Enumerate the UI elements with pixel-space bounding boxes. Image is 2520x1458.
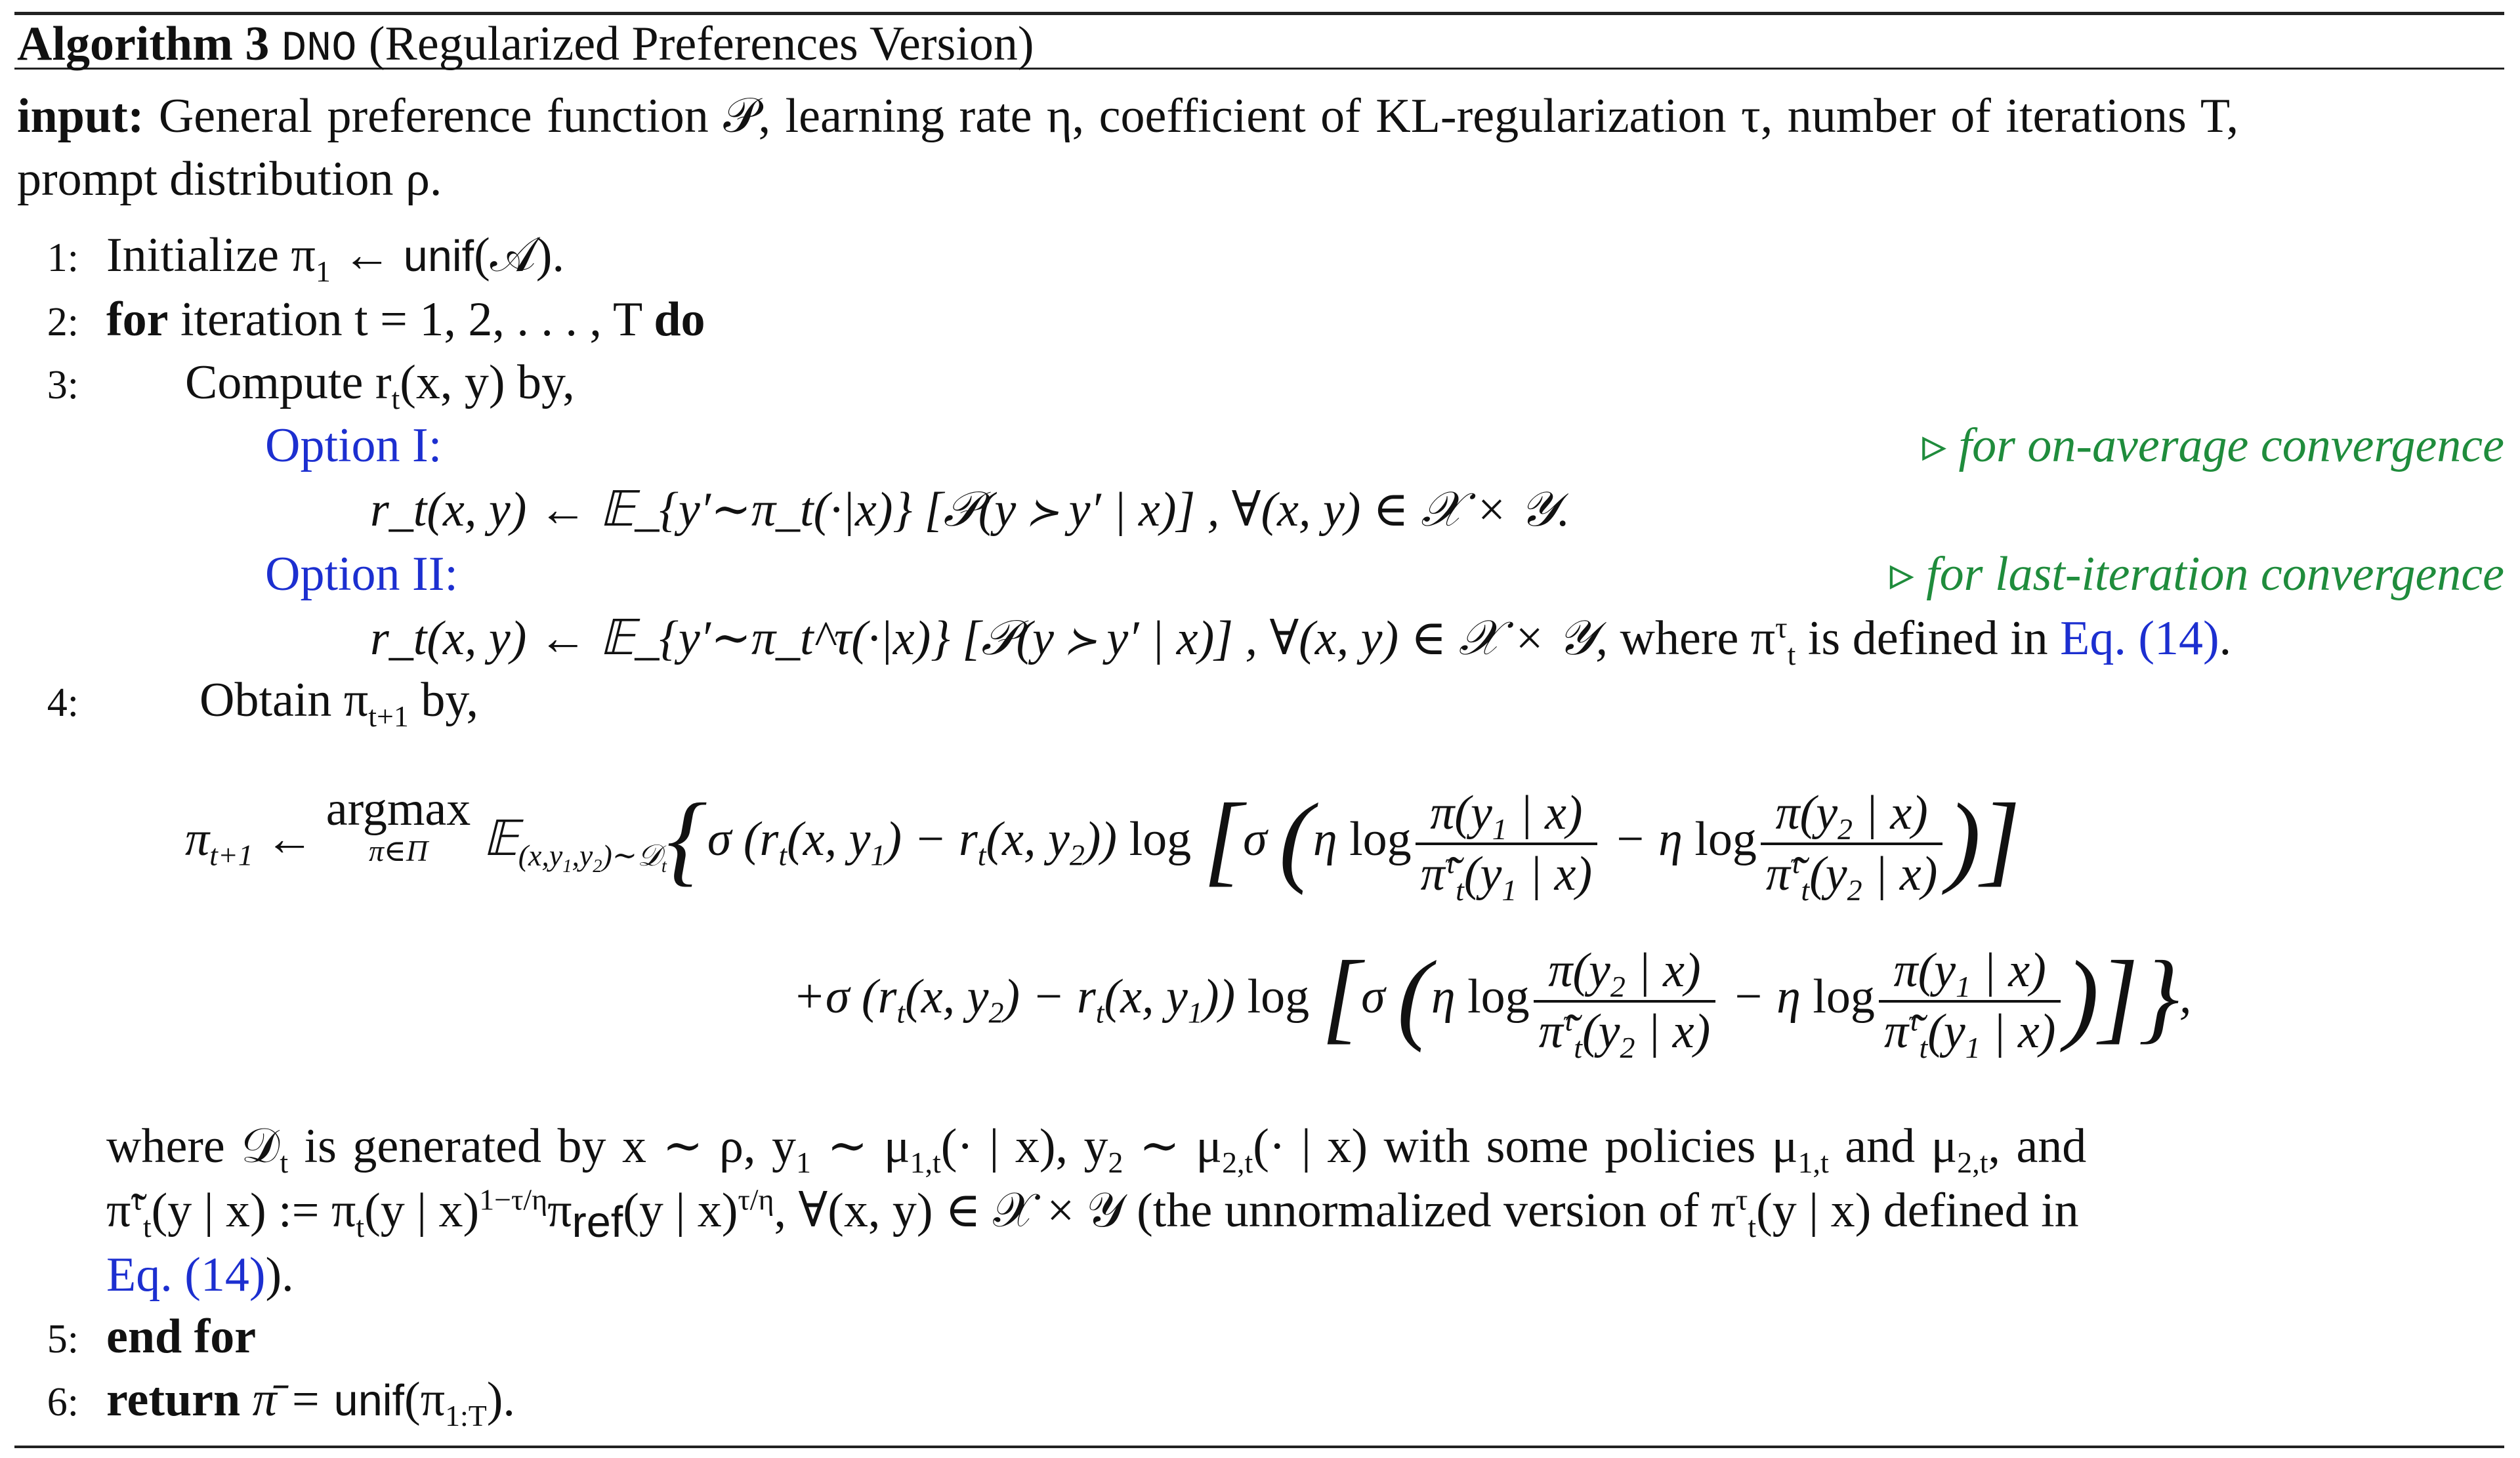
step-3 <box>185 356 575 415</box>
line-number-2: 2: <box>47 300 79 344</box>
option-2-where: where π <box>1608 612 1776 665</box>
where-exp-1: 1−τ/η <box>479 1182 548 1217</box>
where-text-e: ∼ μ <box>1123 1119 1223 1173</box>
where-text-f: (· | x) with some policies μ <box>1253 1119 1798 1173</box>
step-6-end: ). <box>486 1373 515 1427</box>
line-number-4: 4: <box>47 680 79 725</box>
step-4-sub: t+1 <box>368 699 409 733</box>
pi-tilde: π̃ <box>106 1184 131 1238</box>
option-2-defined: is defined in <box>1796 612 2061 665</box>
where-text-c: ∼ μ <box>810 1119 910 1173</box>
argmax-operator: argmax π∈Π <box>326 782 471 867</box>
option-1-formula: r_t(x, y) ← 𝔼_{y′∼π_t(·|x)} [𝒫(y ≻ y′ | x)] , ∀(x, y) ∈ 𝒳 × 𝒴. <box>370 483 1570 537</box>
return-keyword: return <box>106 1373 241 1427</box>
step-2 <box>106 295 705 344</box>
where-tail-a: , ∀(x, y) ∈ 𝒳 × 𝒴 (the unnormalized version of π <box>774 1184 1736 1238</box>
ref-subscript: ref <box>572 1198 623 1247</box>
step-3-text: Compute r <box>185 356 392 409</box>
where-tail-b: (y | x) defined in <box>1756 1184 2079 1238</box>
where-text-g: and μ <box>1828 1119 1958 1173</box>
for-keyword: for <box>106 293 169 346</box>
step-6 <box>106 1373 515 1432</box>
where-def-a: (y | x) := π <box>151 1184 356 1238</box>
line-number-6: 6: <box>47 1380 79 1425</box>
bottom-rule <box>14 1446 2504 1448</box>
where-text-a: where 𝒟 <box>106 1119 280 1173</box>
input-line-2 <box>17 152 442 206</box>
algorithm-caption <box>17 17 1034 73</box>
line-number-1: 1: <box>47 236 79 280</box>
where-text-h: , and <box>1988 1119 2087 1173</box>
step-1-text: Initialize π <box>106 228 316 282</box>
input-text-1: General preference function 𝒫, learning rate η, coefficient of KL-regularization τ, number of iterations T, <box>158 89 2239 143</box>
step-3-sub: t <box>391 381 400 415</box>
line-number-5: 5: <box>47 1317 79 1362</box>
step-2-text: iteration t = 1, 2, . . . , T <box>180 293 642 346</box>
where-exp-2: τ/η <box>738 1182 774 1217</box>
where-text-d: (· | x), y <box>940 1119 1108 1173</box>
option-2-label: Option II: <box>265 547 458 601</box>
eq-14-link-2[interactable]: Eq. (14) <box>106 1248 266 1302</box>
option-2-sup: τ <box>1775 610 1788 644</box>
step-6-arg: (π <box>404 1373 446 1427</box>
step-3-rest: (x, y) by, <box>400 356 575 409</box>
algorithm-subtitle: (Regularized Preferences Version) <box>368 17 1034 71</box>
step-1-arg: (𝒜). <box>474 228 564 282</box>
eq-14-link[interactable]: Eq. (14) <box>2060 612 2219 665</box>
line-number-3: 3: <box>47 363 79 407</box>
step-4-rest: by, <box>408 673 479 727</box>
option-2-end: . <box>2219 612 2232 665</box>
where-text-b: is generated by x ∼ ρ, y <box>288 1119 796 1173</box>
update-equation-line-1: $\pi_{t+1}$ ← argmax π∈Π 𝔼$_{(x,y_1,y_2)\sim 𝒟_t}${σ ($r_t(x$, $y_1) - r_t(x$, $y_2$)) log [σ (η log $\frac{\pi(y_1 | x)}{\pĩ^\tau_t(y_1 | x)}$ − η log $\frac{\pi(y_2 | x)}{\pĩ^\tau_t(y_2 | x)}$ )] <box>185 782 2021 907</box>
input-text-2: prompt distribution ρ. <box>17 152 442 206</box>
step-1-func: unif <box>403 232 474 281</box>
step-6-sub: 1:T <box>445 1398 487 1432</box>
step-6-func: unif <box>333 1377 405 1425</box>
where-end: ). <box>265 1248 294 1302</box>
step-1-sub: 1 <box>315 254 331 288</box>
option-1-label: Option I: <box>265 419 442 472</box>
option-1-comment: ▹ for on-average convergence <box>1922 419 2504 472</box>
step-4 <box>200 673 479 733</box>
step-4-text: Obtain π <box>200 673 369 727</box>
where-line-1: where 𝒟$_t$ is generated by x ∼ ρ, $y_1$ ∼ $\mu_{1,t}(\cdot$ | x), $y_2$ ∼ $\mu_{2,t}(\cdot$ | x) with some policies $\mu_{1,t}$ and $\mu_{2,t}$, and <box>106 1119 2087 1179</box>
input-keyword: input: <box>17 89 144 143</box>
update-equation-line-2: +σ ($r_t(x$, $y_2) - r_t(x$, $y_1$)) log [σ (η log $\frac{\pi(y_2 | x)}{\pĩ^\tau_t(y_2 | x)}$ − η log $\frac{\pi(y_1 | x)}{\pĩ^\tau_t(y_1 | x)}$ )]}, <box>793 940 2192 1064</box>
where-line-2: π̃$^\tau_t$(y | x) := $\pi_t(y$ | $x)^{1-\tau/\eta}\pi_{ref}(y$ | x)$^{\tau/\eta}$, ∀(x, y) ∈ 𝒳 × 𝒴 (the unnormalized version of $\pi^\tau_t(y$ | x) defined in <box>106 1182 2079 1247</box>
where-line-3 <box>106 1248 294 1302</box>
algorithm-label: Algorithm 3 <box>17 17 270 71</box>
step-1 <box>106 228 564 288</box>
algorithm-name: DNO <box>281 26 357 73</box>
option-2-comment: ▹ for last-iteration convergence <box>1889 547 2504 601</box>
step-6-text: π̄ = <box>240 1373 334 1427</box>
option-2-line <box>370 610 2232 671</box>
end-for: end for <box>106 1310 257 1364</box>
do-keyword: do <box>654 293 705 346</box>
input-line-1 <box>17 89 2239 143</box>
option-2-sub: t <box>1787 637 1796 671</box>
step-1-arrow: ← <box>330 228 404 282</box>
top-rule <box>14 12 2504 15</box>
option-2-formula: r_t(x, y) ← 𝔼_{y′∼π_t^τ(·|x)} [𝒫(y ≻ y′ | x)] , ∀(x, y) ∈ 𝒳 × 𝒴, <box>370 612 1608 665</box>
